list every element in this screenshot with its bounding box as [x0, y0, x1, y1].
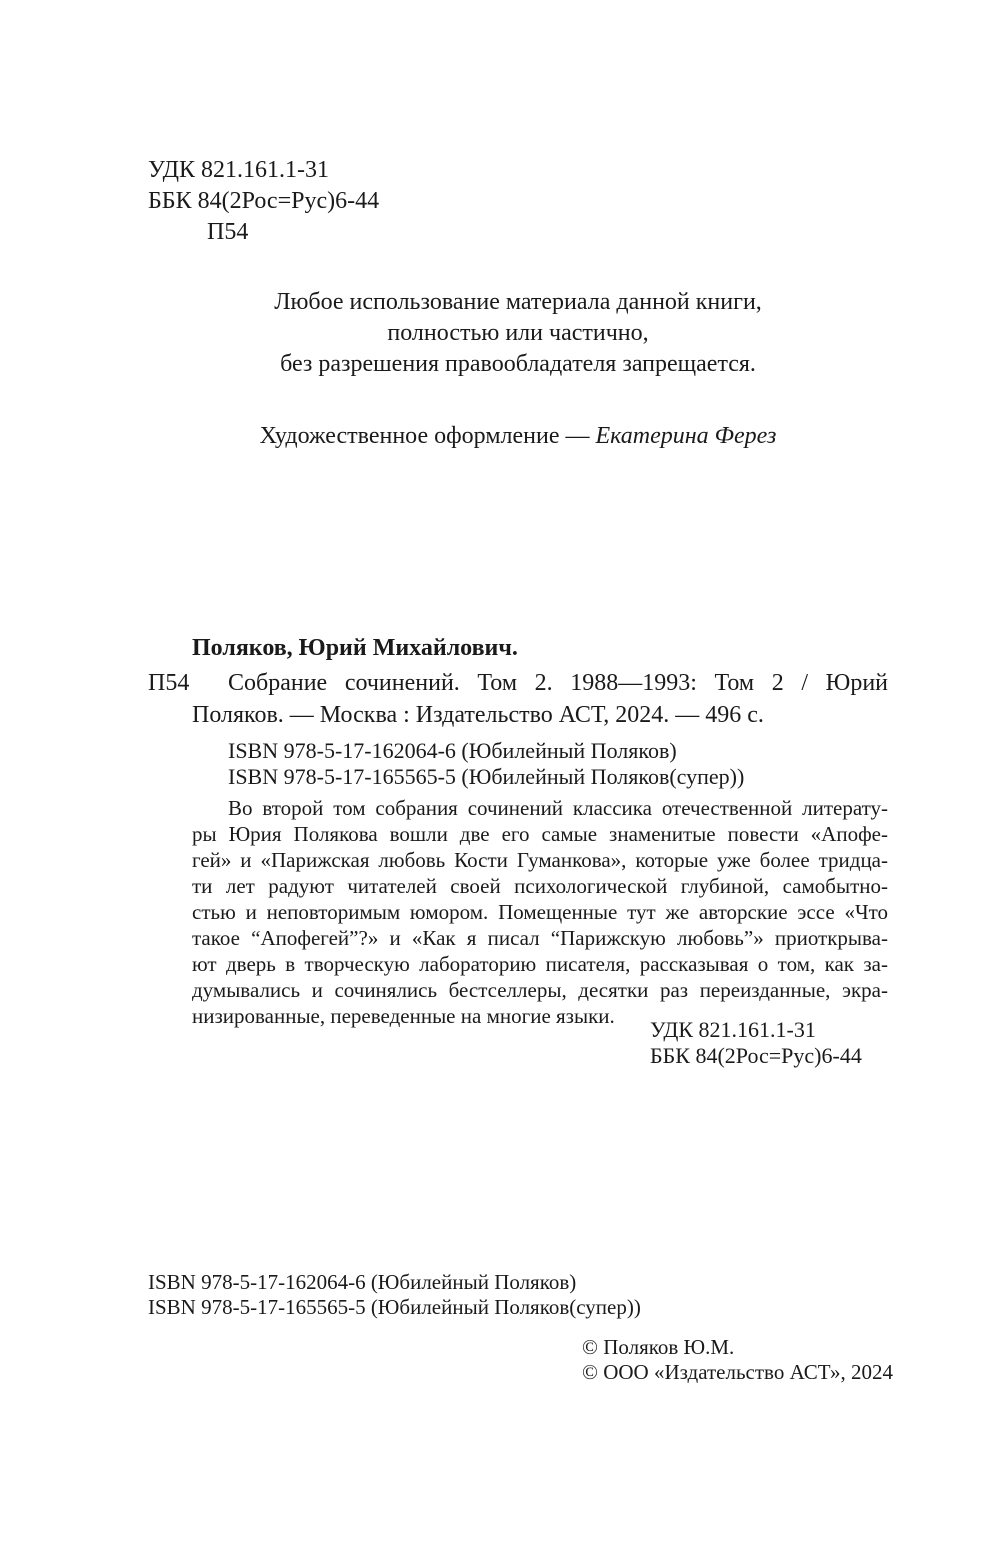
record-mark: П54	[148, 670, 190, 696]
record-isbn-2: ISBN 978-5-17-165565-5 (Юбилейный Поляков(супер))	[228, 764, 745, 789]
footer-udk-code: УДК 821.161.1-31	[650, 1017, 816, 1042]
record-title-line-2: Поляков. — Москва : Издательство АСТ, 2024. — 496 с.	[192, 702, 764, 728]
abstract-line: низированные, переведенные на многие языки.	[192, 1004, 615, 1028]
abstract-line: стью и неповторимым юмором. Помещенные тут же авторские эссе «Что	[192, 900, 888, 924]
isbn-2: ISBN 978-5-17-165565-5 (Юбилейный Поляков(супер))	[148, 1295, 641, 1319]
bbk-code: ББК 84(2Рос=Рус)6-44	[148, 188, 380, 214]
design-credit-label: Художественное оформление —	[259, 423, 596, 449]
abstract-line: ры Юрия Полякова вошли две его самые знаменитые повести «Апофе-	[192, 822, 888, 846]
design-credit	[148, 422, 888, 450]
record-title-line-1: Собрание сочинений. Том 2. 1988—1993: Том 2 / Юрий	[228, 670, 888, 696]
abstract-line: ти лет радуют читателей своей психологической глубиной, самобытно-	[192, 874, 888, 898]
record-isbn-1: ISBN 978-5-17-162064-6 (Юбилейный Поляков)	[228, 738, 677, 763]
abstract-line: гей» и «Парижская любовь Кости Гуманкова», которые уже более тридца-	[192, 848, 888, 872]
abstract-line: такое “Апофегей”?» и «Как я писал “Парижскую любовь”» приоткрыва-	[192, 926, 888, 950]
notice-line-3: без разрешения правообладателя запрещается.	[280, 351, 756, 377]
copyright-author: © Поляков Ю.М.	[582, 1335, 735, 1359]
footer-bbk-code: ББК 84(2Рос=Рус)6-44	[650, 1043, 862, 1068]
design-credit-name: Екатерина Ферез	[595, 423, 777, 449]
notice-line-1: Любое использование материала данной книги,	[274, 289, 762, 315]
abstract-line: думывались и сочинялись бестселлеры, десятки раз переизданные, экра-	[192, 978, 888, 1002]
abstract-line: ют дверь в творческую лабораторию писателя, рассказывая о том, как за-	[192, 952, 888, 976]
abstract-line: Во второй том собрания сочинений классика отечественной литерату-	[228, 796, 888, 820]
copyright-publisher: © ООО «Издательство АСТ», 2024	[582, 1360, 893, 1384]
author-mark: П54	[207, 219, 249, 245]
isbn-1: ISBN 978-5-17-162064-6 (Юбилейный Поляков)	[148, 1270, 577, 1294]
udk-code: УДК 821.161.1-31	[148, 157, 329, 183]
notice-line-2: полностью или частично,	[387, 320, 649, 346]
author-heading: Поляков, Юрий Михайлович.	[192, 635, 518, 661]
